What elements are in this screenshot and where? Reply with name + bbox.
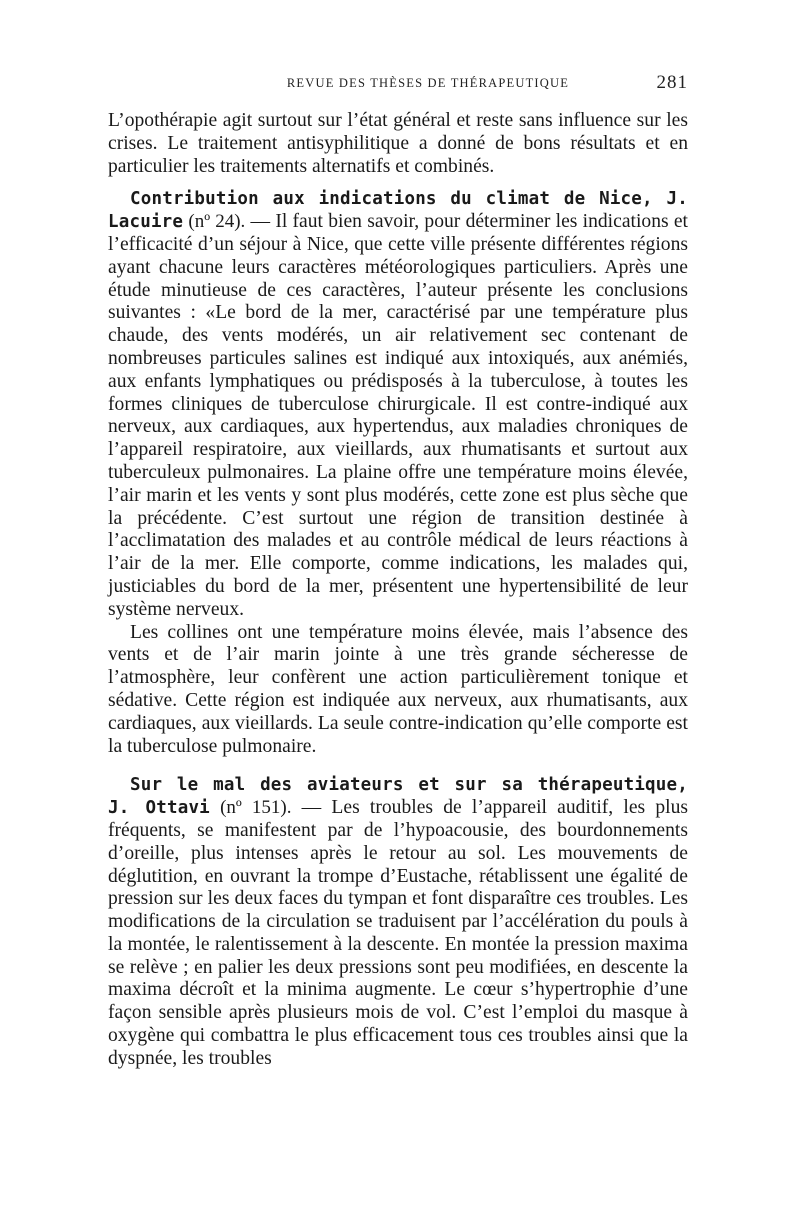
entry-title: Contribution aux indications du climat de Nice, J. Lacuire — [108, 189, 688, 233]
page — [108, 72, 688, 1071]
paragraph-opotherapie: L’opothérapie agit surtout sur l’état général et reste sans influence sur les crises. Le traitement antisyphilitique a donné de bons résultats et en particulier les traitements alternatifs et combinés. — [108, 110, 688, 177]
page-number: 281 — [656, 72, 688, 93]
entry-text: — Les troubles de l’appareil auditif, les plus fréquents, se manifestent par de l’hypoacousie, des bourdonnements d’oreille, plus intenses après le retour au sol. Les mouvements de déglutition, en ouvrant la trompe d’Eustache, rétablissent une égalité de pression sur les deux faces du tympan et font disparaître ces troubles. Les modifications de la circulation se traduisent par l’accélération du pouls à la montée, le ralentissement à la descente. En montée la pression maxima se relève ; en palier les deux pressions sont peu modifiées, en descente la maxima décroît et la minima augmente. Le cœur s’hypertrophie d’une façon sensible après plusieurs mois de vol. C’est l’emploi du masque à oxygène qui combattra le plus efficacement tous ces troubles ainsi que la dyspnée, les troubles — [108, 797, 688, 1069]
entry-text: — Il faut bien savoir, pour déterminer les indications et l’efficacité d’un séjour à Nice, que cette ville présente différentes régions ayant chacune leurs caractères météorologiques particuliers. Après une étude minutieuse de ces caractères, l’auteur présente les conclusions suivantes : «Le bord de la mer, caractérisé par une température plus chaude, des vents modérés, un air relativement sec contenant de nombreuses particules salines est indiqué aux intoxiqués, aux anémiés, aux enfants lymphatiques ou prédisposés à la tuberculose, à toutes les formes cliniques de tuberculose chirurgicale. Il est contre-indiqué aux nerveux, aux cardiaques, aux hypertendus, aux maladies chroniques de l’appareil respiratoire, aux vieillards, aux rhumatisants et surtout aux tuberculeux pulmonaires. La plaine offre une température moins élevée, l’air marin et les vents y sont plus modérés, cette zone est plus sèche que la précédente. C’est surtout une région de transition destinée à l’acclimatation des malades et au contrôle médical de leurs réactions à l’air de la mer. Elle comporte, comme indications, les malades qui, justiciables du bord de la mer, présentent une hypertensibilité de leur système nerveux. — [108, 211, 688, 620]
entry-climat-nice — [108, 188, 688, 621]
running-header — [108, 72, 688, 106]
body-text — [108, 110, 688, 1071]
entry-reference: (nº 151). — [220, 797, 292, 819]
entry-reference: (nº 24). — [188, 211, 246, 233]
entry-title: Sur le mal des aviateurs et sur sa thérapeutique, J. Ottavi — [108, 775, 688, 819]
running-title: REVUE DES THÈSES DE THÉRAPEUTIQUE — [286, 76, 570, 90]
paragraph-collines: Les collines ont une température moins élevée, mais l’absence des vents et de l’air marin jointe à une très grande sécheresse de l’atmosphère, leur confèrent une action particulièrement tonique et sédative. Cette région est indiquée aux nerveux, aux rhumatisants, aux cardiaques, aux vieillards. La seule contre-indication qu’elle comporte est la tuberculose pulmonaire. — [108, 621, 688, 757]
entry-mal-aviateurs — [108, 774, 688, 1070]
